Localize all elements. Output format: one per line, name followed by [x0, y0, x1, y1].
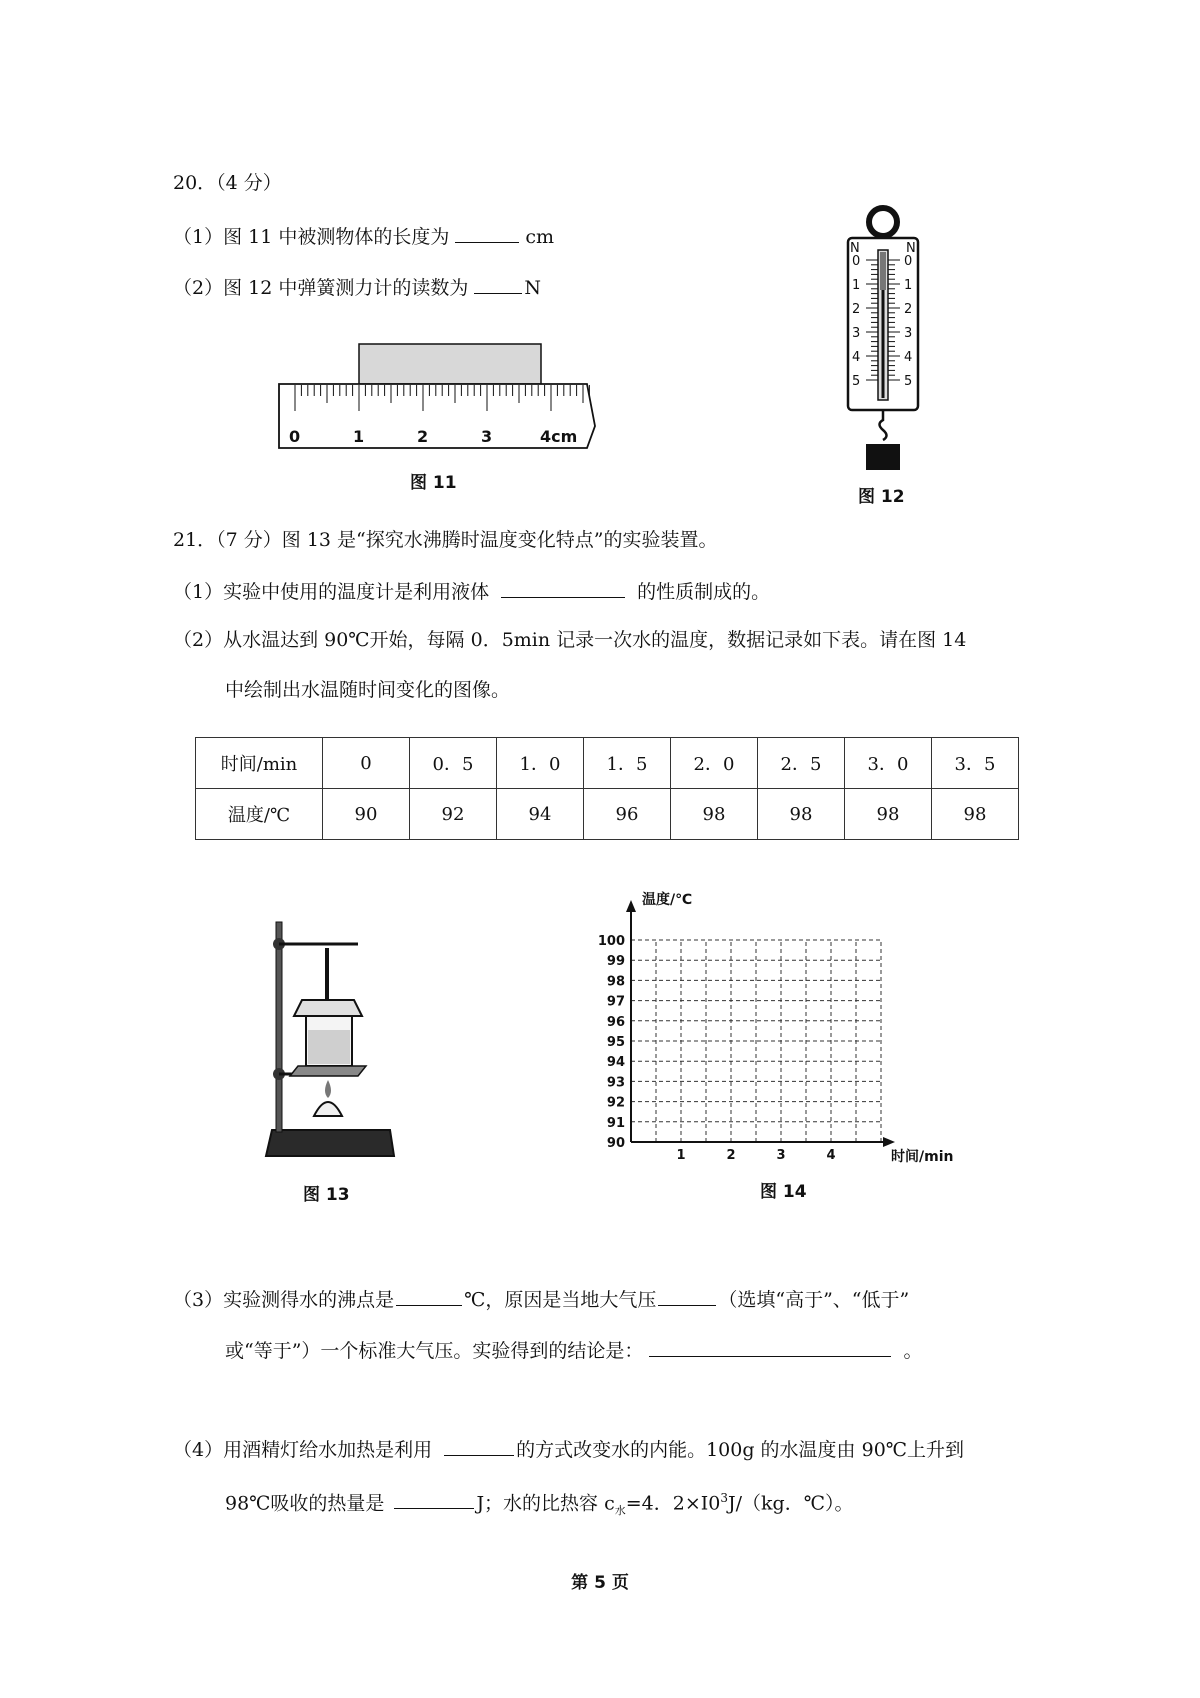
x-axis-arrow — [883, 1137, 895, 1147]
q21-part4-blank-heat[interactable] — [394, 1488, 474, 1509]
y-tick-label: 96 — [606, 1014, 625, 1030]
table-head-temp: 温度/℃ — [196, 789, 323, 840]
q21-part1-blank[interactable] — [501, 577, 625, 598]
scale-label: 0 — [852, 254, 861, 269]
scale-label: 5 — [904, 374, 913, 389]
q21-part4-line1 — [173, 1435, 964, 1463]
q21-part3-blank-conclusion[interactable] — [649, 1336, 891, 1357]
table-cell: 2．5 — [758, 738, 845, 789]
q21-part4-superscript: 3 — [720, 1491, 729, 1505]
ruler-label-1: 1 — [353, 427, 365, 446]
scale-unit-right: N — [906, 241, 916, 256]
y-tick-label: 90 — [606, 1136, 625, 1151]
table-cell: 98 — [932, 789, 1019, 840]
figure-11-ruler — [275, 338, 615, 458]
q21-part4-line2-mid: J；水的比热容 c — [476, 1492, 615, 1515]
q21-part4-blank-method[interactable] — [444, 1435, 514, 1456]
q20-part1-text: （1）图 11 中被测物体的长度为 — [173, 226, 450, 248]
q21-part3-line2 — [225, 1336, 922, 1364]
q21-part2-line2: 中绘制出水温随时间变化的图像。 — [225, 679, 511, 701]
table-cell: 98 — [758, 789, 845, 840]
chart-y-label: 温度/℃ — [642, 892, 693, 908]
q21-part3-line1 — [173, 1285, 909, 1313]
table-cell: 94 — [497, 789, 584, 840]
q21-part4-post: 的方式改变水的内能。100g 的水温度由 90℃上升到 — [516, 1439, 965, 1461]
q21-part1 — [173, 577, 770, 605]
q20-heading: 20．（4 分） — [173, 172, 282, 194]
q21-heading: 21．（7 分）图 13 是“探究水沸腾时温度变化特点”的实验装置。 — [173, 529, 718, 551]
y-tick-label: 97 — [606, 994, 625, 1010]
scale-label: 2 — [852, 302, 861, 317]
scale-unit-left: N — [850, 241, 860, 256]
table-cell: 2．0 — [671, 738, 758, 789]
chart-axes — [626, 900, 895, 1147]
ruler-label-0: 0 — [289, 427, 301, 446]
table-head-time: 时间/min — [196, 738, 323, 789]
table-row-temp — [196, 789, 1019, 840]
q21-part1-text: （1）实验中使用的温度计是利用液体 — [173, 581, 490, 603]
q21-part3-text: （3）实验测得水的沸点是 — [173, 1289, 395, 1311]
scale-label: 4 — [852, 350, 861, 365]
scale-label: 5 — [852, 374, 861, 389]
ruler-label-4: 4cm — [540, 427, 578, 446]
table-cell: 1．5 — [584, 738, 671, 789]
y-tick-label: 99 — [606, 954, 625, 970]
table-cell: 0．5 — [410, 738, 497, 789]
scale-label: 3 — [904, 326, 913, 341]
chart-x-label: 时间/min — [891, 1149, 954, 1165]
y-tick-label: 94 — [606, 1055, 625, 1071]
table-cell: 92 — [410, 789, 497, 840]
apparatus-base — [266, 1130, 394, 1156]
stand-rod — [276, 922, 282, 1132]
ruler-label-2: 2 — [417, 427, 429, 446]
q21-part4-value: =4．2×I0 — [625, 1492, 721, 1515]
x-tick-label: 2 — [726, 1148, 736, 1163]
beaker-lid — [294, 1000, 362, 1016]
hanging-weight — [866, 444, 900, 470]
table-row-time — [196, 738, 1019, 789]
table-cell: 0 — [323, 738, 410, 789]
q20-part1-unit: cm — [525, 226, 555, 248]
scale-label: 1 — [904, 278, 913, 293]
q20-part1-blank[interactable] — [455, 222, 519, 243]
y-tick-label: 92 — [606, 1095, 625, 1111]
x-tick-label: 3 — [776, 1148, 786, 1163]
table-cell: 96 — [584, 789, 671, 840]
figure-12-caption: 图 12 — [858, 487, 905, 507]
table-cell: 1．0 — [497, 738, 584, 789]
x-tick-label: 1 — [676, 1148, 686, 1163]
q21-part3-line2-end: 。 — [903, 1340, 923, 1362]
table-cell: 98 — [671, 789, 758, 840]
table-cell: 3．0 — [845, 738, 932, 789]
x-tick-label: 4 — [826, 1148, 836, 1163]
figure-14-caption: 图 14 — [760, 1182, 807, 1202]
y-tick-label: 100 — [597, 934, 625, 949]
y-tick-label: 93 — [606, 1075, 625, 1091]
q21-part4-line2 — [225, 1485, 853, 1524]
q21-part3-blank-pressure[interactable] — [658, 1285, 716, 1306]
scale-label: 3 — [852, 326, 861, 341]
scale-label: 4 — [904, 350, 913, 365]
y-tick-label: 95 — [606, 1035, 625, 1050]
scale-label: 2 — [904, 302, 913, 317]
chart-grid — [631, 940, 881, 1142]
table-cell: 3．5 — [932, 738, 1019, 789]
q21-part4-text: （4）用酒精灯给水加热是利用 — [173, 1439, 433, 1461]
y-axis-arrow — [626, 900, 636, 912]
ruler-label-3: 3 — [481, 427, 493, 446]
table-cell: 98 — [845, 789, 932, 840]
wire-gauze — [290, 1066, 366, 1076]
y-tick-label: 98 — [606, 974, 625, 990]
q21-part3-post: （选填“高于”、“低于” — [718, 1289, 910, 1311]
q20-part2-blank[interactable] — [474, 273, 522, 294]
q20-part2-unit: N — [524, 277, 541, 299]
figure-13-apparatus — [262, 912, 402, 1164]
chart-tick-labels — [598, 934, 836, 1163]
q21-part2-line1: （2）从水温达到 90℃开始，每隔 0．5min 记录一次水的温度，数据记录如下表。请在图 14 — [173, 629, 967, 651]
q20-part2-text: （2）图 12 中弹簧测力计的读数为 — [173, 277, 469, 299]
q21-part3-mid: ℃，原因是当地大气压 — [464, 1289, 657, 1311]
q21-part3-blank-boiling[interactable] — [396, 1285, 462, 1306]
figure-13-caption: 图 13 — [303, 1185, 350, 1205]
measured-block — [359, 344, 541, 384]
scale-label: 1 — [852, 278, 861, 293]
data-table — [195, 737, 1019, 840]
figure-11-caption: 图 11 — [410, 473, 457, 493]
page-number: 第 5 页 — [571, 1573, 629, 1593]
table-cell: 90 — [323, 789, 410, 840]
figure-12-spring-scale — [838, 200, 928, 478]
scale-ring — [869, 208, 897, 236]
q21-part4-subscript: 水 — [614, 1504, 626, 1518]
q21-part4-end: J/（kg．℃）。 — [728, 1492, 854, 1515]
y-tick-label: 91 — [606, 1115, 625, 1131]
q20-part2 — [173, 273, 541, 301]
q21-part1-post: 的性质制成的。 — [637, 581, 771, 603]
scale-hook — [880, 410, 887, 440]
alcohol-lamp — [314, 1102, 342, 1116]
scale-label: 0 — [904, 254, 913, 269]
flame — [325, 1080, 331, 1098]
q21-part3-line2-text: 或“等于”）一个标准大气压。实验得到的结论是： — [225, 1340, 644, 1362]
q21-part4-line2-text: 98℃吸收的热量是 — [225, 1492, 385, 1515]
figure-14-chart — [585, 880, 960, 1170]
q20-part1 — [173, 222, 554, 250]
